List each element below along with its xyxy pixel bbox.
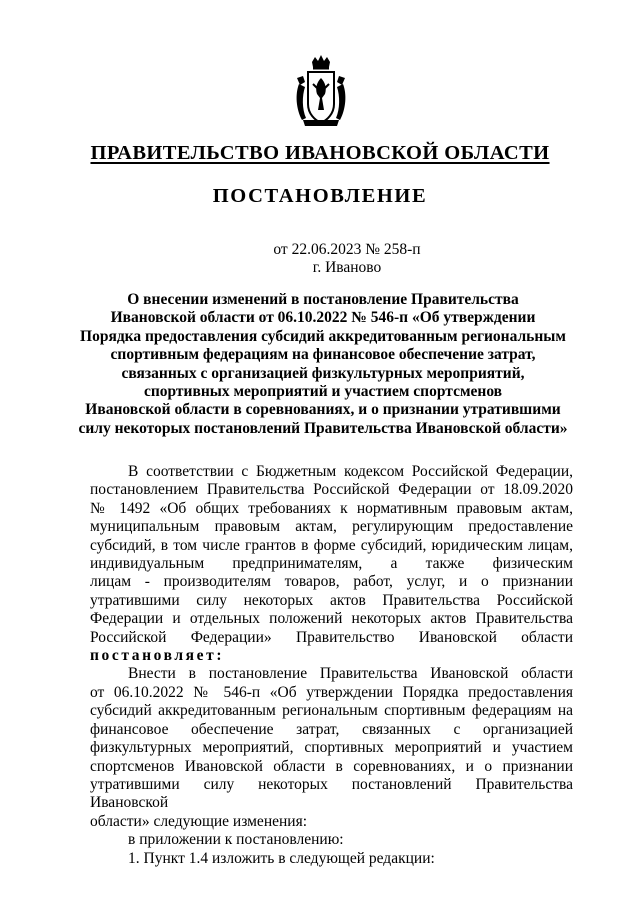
- title-line: Ивановской области в соревнованиях, и о признании утратившими: [85, 401, 561, 419]
- document-date-number: от 22.06.2023 № 258-п: [273, 241, 421, 258]
- body-line: Федерации и отдельных положений некоторых актов Правительства: [90, 610, 573, 628]
- title-line: силу некоторых постановлений Правительства Ивановской области»: [78, 419, 568, 437]
- document-title: [68, 291, 578, 438]
- body-line: постановлением Правительства Российской Федерации от 18.09.2020: [90, 481, 573, 499]
- decree-line: [90, 647, 573, 665]
- body-line: спортсменов Ивановской области в соревнованиях, и о признании: [90, 757, 573, 775]
- body-line: № 1492 «Об общих требованиях к нормативным правовым актам,: [90, 499, 573, 517]
- organization-name: ПРАВИТЕЛЬСТВО ИВАНОВСКОЙ ОБЛАСТИ: [90, 142, 550, 164]
- body-line: Российской Федерации» Правительство Ивановской области: [90, 628, 573, 646]
- body-line: Внести в постановление Правительства Ивановской области: [128, 665, 573, 683]
- body-line: от 06.10.2022 № 546-п «Об утверждении Порядка предоставления: [90, 683, 573, 701]
- document-type: ПОСТАНОВЛЕНИЕ: [212, 185, 428, 207]
- title-line: Ивановской области от 06.10.2022 № 546-п «Об утверждении: [110, 309, 536, 327]
- annex-line: в приложении к постановлению:: [128, 831, 344, 849]
- body-line: муниципальным правовым актам, регулирующим предоставление: [90, 518, 573, 536]
- body-line: утратившими силу некоторых постановлений Правительства Ивановской: [90, 775, 573, 812]
- coat-of-arms-emblem: [293, 54, 349, 130]
- title-line: спортивным федерациям на финансовое обеспечение затрат,: [110, 346, 536, 364]
- title-line: О внесении изменений в постановление Правительства: [127, 291, 519, 308]
- document-body: [90, 463, 573, 868]
- body-line: субсидий, в том числе грантов в форме субсидий, юридическим лицам,: [90, 536, 573, 554]
- body-line: индивидуальным предпринимателям, а также физическим: [90, 555, 573, 573]
- body-line: лицам - производителям товаров, работ, услуг, и о признании: [90, 573, 573, 591]
- decree-word: постановляет:: [90, 647, 225, 665]
- body-line: физкультурных мероприятий, спортивных мероприятий и участием: [90, 739, 573, 757]
- title-line: Порядка предоставления субсидий аккредитованным региональным: [80, 327, 566, 345]
- document-meta: [0, 241, 640, 277]
- title-line: связанных с организацией физкультурных мероприятий,: [121, 364, 525, 382]
- body-line: В соответствии с Бюджетным кодексом Российской Федерации,: [128, 463, 573, 480]
- title-line: спортивных мероприятий и участием спортсменов: [143, 383, 503, 401]
- body-line: области» следующие изменения:: [90, 812, 308, 830]
- body-line: субсидий аккредитованным региональным спортивным федерациям на: [90, 702, 573, 720]
- document-city: г. Иваново: [312, 259, 382, 276]
- body-line: финансовое обеспечение затрат, связанных с организацией: [90, 720, 573, 738]
- item-line: 1. Пункт 1.4 изложить в следующей редакции:: [128, 849, 435, 867]
- body-line: утратившими силу некоторых актов Правительства Российской: [90, 591, 573, 609]
